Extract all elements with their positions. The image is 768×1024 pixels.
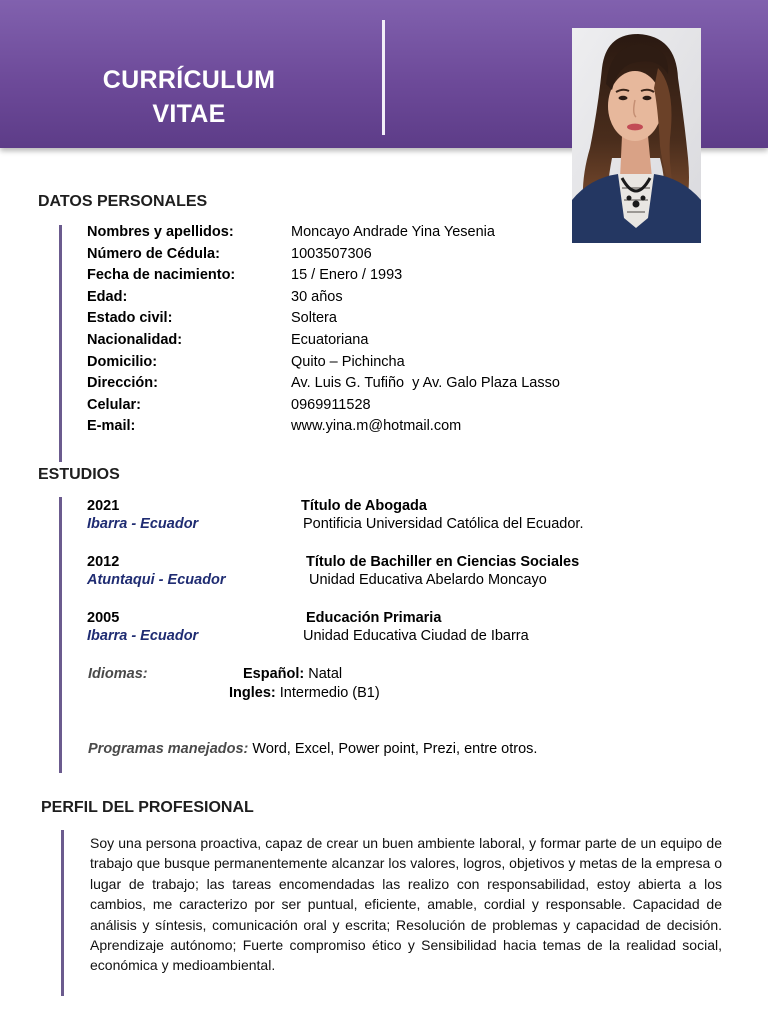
study-institution: Unidad Educativa Ciudad de Ibarra — [303, 628, 529, 644]
personal-row-value: Soltera — [291, 310, 337, 327]
profile-bar — [61, 830, 64, 996]
personal-row-label: Nacionalidad: — [87, 332, 183, 348]
personal-row-label: Estado civil: — [87, 310, 173, 327]
personal-row-label: Fecha de nacimiento: — [87, 267, 236, 284]
language-name: Español: — [243, 666, 305, 682]
study-place: Ibarra - Ecuador — [87, 516, 199, 532]
personal-row-value: 15 / Enero / 1993 — [291, 267, 403, 284]
personal-row — [0, 309, 768, 331]
personal-row-value: Av. Luis G. Tufiño y Av. Galo Plaza Lasso — [291, 375, 560, 392]
study-institution: Pontificia Universidad Católica del Ecuador. — [303, 516, 584, 532]
study-year: 2005 — [87, 610, 120, 626]
study-place: Atuntaqui - Ecuador — [87, 572, 226, 588]
personal-row — [0, 353, 768, 375]
programs-label: Programas manejados: — [88, 741, 249, 757]
study-title: Título de Abogada — [301, 498, 427, 514]
personal-row — [0, 245, 768, 267]
personal-row — [0, 288, 768, 310]
personal-row-value: 1003507306 — [291, 245, 372, 262]
personal-row-value: 0969911528 — [291, 396, 371, 413]
personal-row — [0, 374, 768, 396]
personal-row — [0, 266, 768, 288]
profile-photo-icon — [572, 28, 701, 243]
personal-data-heading: DATOS PERSONALES — [38, 193, 208, 210]
personal-row-label: Dirección: — [87, 375, 158, 392]
personal-row — [0, 331, 768, 353]
personal-row-value: Ecuatoriana — [291, 332, 369, 348]
programs-value: Word, Excel, Power point, Prezi, entre otros. — [252, 741, 538, 757]
personal-row-label: Edad: — [87, 288, 128, 305]
language-level: Intermedio (B1) — [279, 685, 380, 701]
personal-row-value: 30 años — [291, 288, 343, 305]
programs-line — [88, 740, 537, 758]
cv-title-line-1: CURRÍCULUM — [102, 66, 276, 94]
study-institution: Unidad Educativa Abelardo Moncayo — [309, 572, 547, 588]
personal-row — [0, 417, 768, 439]
language-item — [229, 684, 380, 702]
studies-heading: ESTUDIOS — [38, 466, 120, 483]
language-level: Natal — [308, 666, 343, 682]
personal-row-label: E-mail: — [87, 418, 136, 435]
personal-row — [0, 396, 768, 418]
personal-row-label: Nombres y apellidos: — [87, 224, 234, 240]
profile-paragraph: Soy una persona proactiva, capaz de crear un buen ambiente laboral, y formar parte de un equipo de trabajo que busque permanentemente alcanzar los valores, logros, objetivos y metas de la empresa o lugar de trabajo; las tareas encomendadas las realizo con responsabilidad, estoy abierta a los cambios, me caracterizo por ser puntual, eficiente, amable, cordial y responsable. Capacidad de análisis y síntesis, comunicación oral y escrita; Resolución de problemas y capacidad de decisión. Aprendizaje autónomo; Fuerte compromiso ético y Sensibilidad hacia temas de la realidad social, económica y medioambiental. — [90, 835, 722, 974]
personal-row-label: Celular: — [87, 396, 141, 413]
study-place: Ibarra - Ecuador — [87, 628, 199, 644]
personal-row-label: Número de Cédula: — [87, 245, 220, 262]
personal-row-value: Moncayo Andrade Yina Yesenia — [291, 224, 495, 240]
cv-title-line-2: VITAE — [152, 100, 226, 128]
study-year: 2021 — [87, 498, 120, 514]
header-divider — [382, 20, 385, 135]
study-title: Educación Primaria — [306, 610, 442, 626]
study-title: Título de Bachiller en Ciencias Sociales — [306, 554, 580, 570]
study-year: 2012 — [87, 554, 120, 570]
personal-row-label: Domicilio: — [87, 353, 158, 370]
profile-photo — [572, 28, 701, 243]
cv-title — [88, 63, 290, 131]
language-name: Ingles: — [229, 685, 276, 701]
languages-label: Idiomas: — [88, 666, 148, 682]
profile-heading: PERFIL DEL PROFESIONAL — [41, 799, 254, 816]
studies-bar — [59, 497, 62, 773]
language-item — [243, 665, 342, 683]
personal-row-value: Quito – Pichincha — [291, 353, 405, 370]
personal-row-value: www.yina.m@hotmail.com — [291, 418, 462, 435]
